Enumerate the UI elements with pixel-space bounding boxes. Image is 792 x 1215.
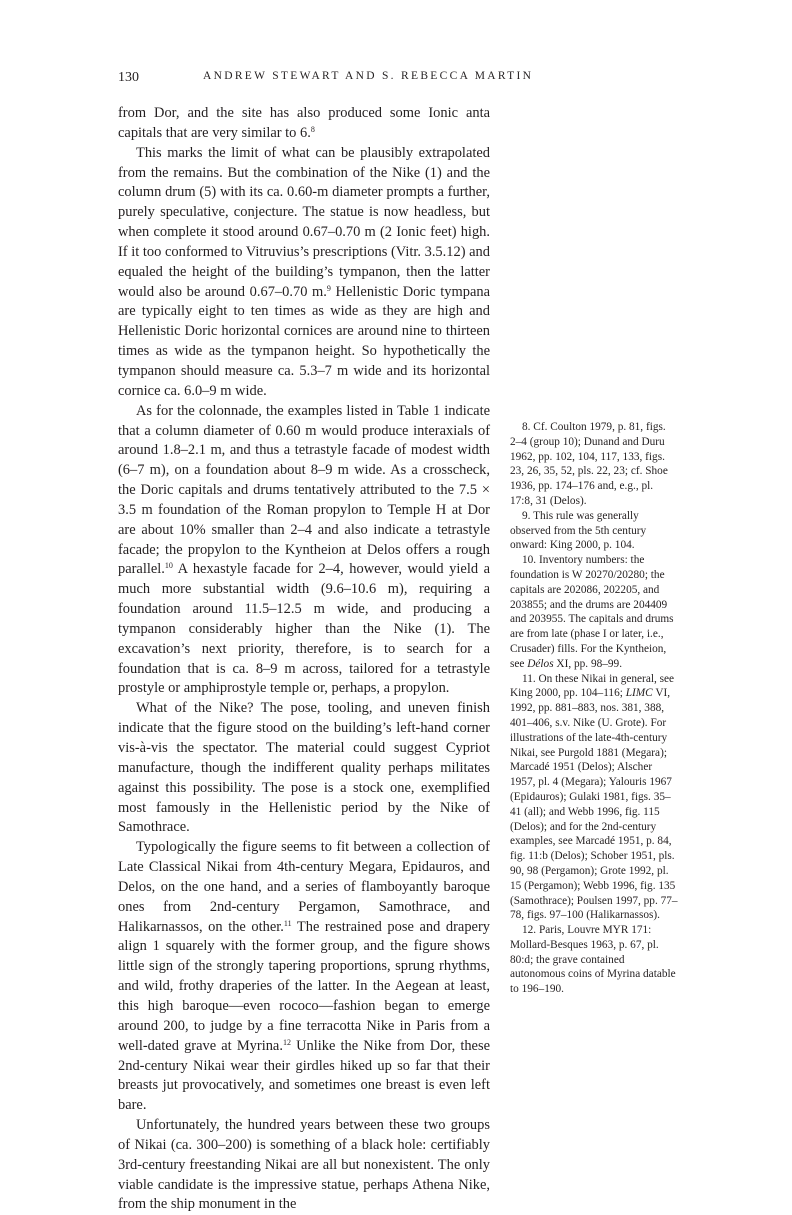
footnote-ref[interactable]: 12 [282,1037,291,1047]
footnote-12: 12. Paris, Louvre MYR 171: Mollard-Besques 1963, p. 67, pl. 80:d; the grave contained autonomous coins of Myrina datable to 196–190. [510,924,676,996]
text: Hellenistic Doric tympana are typically eight to ten times as wide as they are high and Hellenistic Doric horizontal cornices are around nine to thirteen times as wide as the tympanon height. So hypothetically the tympanon should measure ca. 5.3–7 m wide and its horizontal cornice ca. 6.0–9 m wide. [118,283,490,399]
page-header [118,70,678,90]
paragraph [118,104,490,144]
running-head: ANDREW STEWART AND S. REBECCA MARTIN [203,70,534,82]
footnote-9: 9. This rule was generally observed from the 5th century onward: King 2000, p. 104. [510,509,647,552]
paragraph [118,144,490,402]
main-text-column [118,104,490,1215]
text: What of the Nike? The pose, tooling, and uneven finish indicate that the figure stood on the building’s left-hand corner vis-à-vis the spectator. The material could suggest Cypriot manufacture, though the indifferent quality perhaps militates against this possibility. The pose is a stock one, exemplified most famously in the Hellenistic period by the Nike of Samothrace. [118,700,490,836]
text: Unfortunately, the hundred years between these two groups of Nikai (ca. 300–200) is something of a black hole: certifiably 3rd-century freestanding Nikai are all but nonexistent. The only viable candidate is the impressive statue, perhaps Athena Nike, from the ship monument in the [118,1117,490,1213]
text: The restrained pose and drapery align 1 squarely with the former group, and the figure shows little sign of the strongly tapering proportions, sprung rhythms, and wild, frothy draperies of the latter. In the Aegean at least, this high baroque—even rococo—fashion began to emerge around 200, to judge by a fine terracotta Nike in Paris from a well-dated grave at Myrina. [118,918,490,1054]
footnote-ref[interactable]: 11 [283,918,292,928]
text: XI, pp. 98–99. [553,657,623,670]
italic-title: Délos [527,657,554,670]
text: A hexastyle facade for 2–4, however, would yield a much more substantial width (9.6–10.6 m), requiring a foundation around 11.5–12.5 m wide, and producing a tympanon considerably higher than the Nike (1). The excavation’s next priority, therefore, is to search for a foundation that is ca. 8–9 m across, tailored for a tetrastyle prostyle or amphiprostyle temple or, perhaps, a propylon. [118,561,490,697]
footnotes-column [510,420,678,997]
footnote-8: 8. Cf. Coulton 1979, p. 81, figs. 2–4 (group 10); Dunand and Duru 1962, pp. 102, 104, 117, 133, figs. 23, 26, 35, 52, pls. 22, 23; cf. Shoe 1936, pp. 174–176 and, e.g., pl. 17:8, 31 (Delos). [510,421,668,507]
text: This marks the limit of what can be plausibly extrapolated from the remains. But the combination of the Nike (1) and the column drum (5) with its ca. 0.60-m diameter prompts a further, purely speculative, conjecture. The statue is now headless, but when complete it stood around 0.67–0.70 m (2 Ionic feet) high. If it too conformed to Vitruvius’s prescriptions (Vitr. 3.5.12) and equaled the height of the building’s tympanon, then the latter would also be around 0.67–0.70 m. [118,144,490,300]
text: As for the colonnade, the examples listed in Table 1 indicate that a column diameter of 0.60 m would produce interaxials of around 1.8–2.1 m, and thus a tetrastyle facade of modest width (6–7 m), on a foundation about 8–9 m wide. As a crosscheck, the Doric capitals and drums tentatively attributed to the 7.5 × 3.5 m foundation of the Roman propylon to Temple H at Dor are about 10% smaller than 2–4 and also indicate a tetrastyle facade; the propylon to the Kyntheion at Delos offers a rough parallel. [118,402,490,578]
footnote-11 [510,672,678,924]
footnote-10 [510,553,678,671]
paragraph [118,838,490,1116]
text: 11. On these Nikai in general, see King 2000, pp. 104–116; [510,672,675,700]
text: Unlike the Nike from Dor, these 2nd-century Nikai wear their girdles hiked up so far that their breasts jut provocatively, and sometimes one breast is even left bare. [118,1037,490,1114]
text: 10. Inventory numbers: the foundation is W 20270/20280; the capitals are 202086, 202205, and 203855; and the drums are 204409 and 203955. The capitals and drums are from late (phase I or later, i.e., Crusader) fills. For the Kyntheion, see [510,554,674,670]
footnote-ref[interactable]: 8 [310,124,315,134]
footnote-ref[interactable]: 10 [164,561,173,571]
text: from Dor, and the site has also produced some Ionic anta capitals that are very similar to 6. [118,105,490,141]
text: Typologically the figure seems to fit between a collection of Late Classical Nikai from 4th-century Megara, Epidauros, and Delos, on the one hand, and a series of flamboyantly baroque ones from 2nd-century Pergamon, Samothrace, and Halikarnassos, on the other. [118,839,490,935]
text: VI, 1992, pp. 881–883, nos. 381, 388, 401–406, s.v. Nike (U. Grote). For illustrations of the late-4th-century Nikai, see Purgold 1881 (Megara); Marcadé 1951 (Delos); Alscher 1957, pl. 4 (Megara); Yalouris 1967 (Epidauros); Gulaki 1981, figs. 35–41 (all); and Webb 1996, fig. 115 (Delos); and for the 2nd-century examples, see Marcadé 1951, p. 84, fig. 11:b (Delos); Schober 1951, pls. 90, 98 (Pergamon); Grote 1992, pl. 15 (Pergamon); Webb 1996, fig. 135 (Samothrace); Poulsen 1997, pp. 77–78, figs. 97–100 (Halikarnassos). [510,687,678,922]
paragraph [118,402,490,700]
page-number: 130 [118,70,139,85]
paragraph [118,699,490,838]
paragraph [118,1116,490,1215]
footnote-ref[interactable]: 9 [326,283,331,293]
italic-title: LIMC [625,687,653,700]
